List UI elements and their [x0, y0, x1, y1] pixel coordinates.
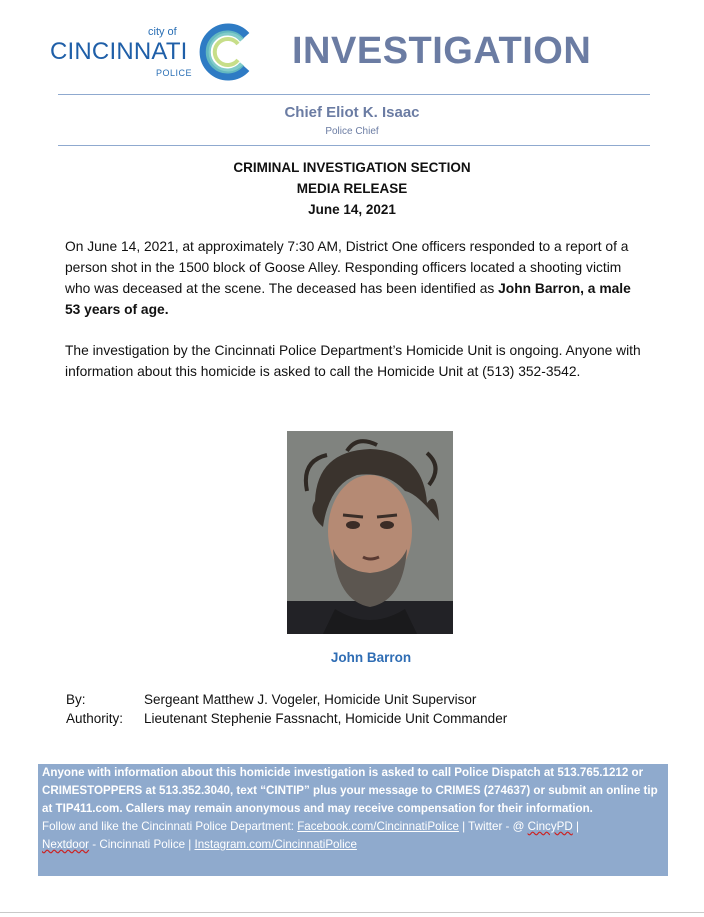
para1-text: On June 14, 2021, at approximately 7:30 AM, District One officers responded to a report of a person shot in the 1500 block of Goose Alley. Responding officers located a shooting victim who was deceased at the scene. The deceased has been identified as — [65, 239, 629, 296]
logo-police: POLICE — [156, 68, 193, 78]
section-line2: MEDIA RELEASE — [296, 181, 408, 196]
logo-c-emblem-icon — [198, 22, 256, 82]
release-credits — [66, 690, 507, 728]
section-heading — [0, 157, 704, 220]
footer-twitter-text: | Twitter - @ — [458, 820, 528, 833]
authority-label: Authority: — [66, 711, 124, 726]
victim-photo — [287, 431, 453, 634]
photo-caption: John Barron — [330, 650, 412, 665]
body-paragraph-1 — [65, 236, 647, 320]
authority-value: Lieutenant Stephenie Fassnacht, Homicide Unit Commander — [144, 711, 508, 726]
footer-nextdoor-rest: - Cincinnati Police | — [89, 838, 195, 851]
by-label: By: — [66, 692, 86, 707]
by-value: Sergeant Matthew J. Vogeler, Homicide Unit Supervisor — [144, 692, 477, 707]
tip-info-footer — [38, 764, 668, 876]
footer-follow-prefix: Follow and like the Cincinnati Police Department: — [42, 820, 298, 833]
chief-title: Police Chief — [325, 126, 379, 137]
nextdoor-word: Nextdoor — [42, 838, 90, 851]
portrait-image — [287, 431, 453, 634]
credit-authority-row — [66, 709, 507, 728]
footer-tip-text: Anyone with information about this homicide investigation is asked to call Police Dispatch at 513.765.1212 or CRIMESTOPPERS at 513.352.3040, text “CINTIP” plus your message to CRIMES (274637) or submit an online tip at TIP411.com. Callers may remain anonymous and may receive compensation for their information. — [42, 766, 658, 815]
body-paragraph-2: The investigation by the Cincinnati Police Department’s Homicide Unit is ongoing. Anyone with information about this homicide is asked to call the Homicide Unit at (513) 352-3542. — [65, 343, 641, 379]
instagram-link[interactable]: Instagram.com/CincinnatiPolice — [194, 838, 357, 851]
header-divider-top — [58, 94, 650, 95]
credit-by-row — [66, 690, 507, 709]
logo-city-of: city of — [148, 26, 177, 38]
page-bottom-rule — [0, 912, 704, 913]
twitter-handle: CincyPD — [527, 820, 573, 833]
section-line1: CRIMINAL INVESTIGATION SECTION — [233, 160, 471, 175]
facebook-link[interactable]: Facebook.com/CincinnatiPolice — [297, 820, 459, 833]
release-date: June 14, 2021 — [308, 202, 396, 217]
header-divider-bottom — [58, 145, 650, 146]
city-of-cincinnati-police-logo — [50, 22, 260, 82]
chief-name: Chief Eliot K. Isaac — [284, 104, 420, 121]
headline-investigation: INVESTIGATION — [292, 30, 592, 72]
footer-sep: | — [572, 820, 579, 833]
logo-cincinnati: CINCINNATI — [50, 38, 188, 65]
para1-bold: John Barron, a male 53 years of age. — [65, 281, 631, 317]
